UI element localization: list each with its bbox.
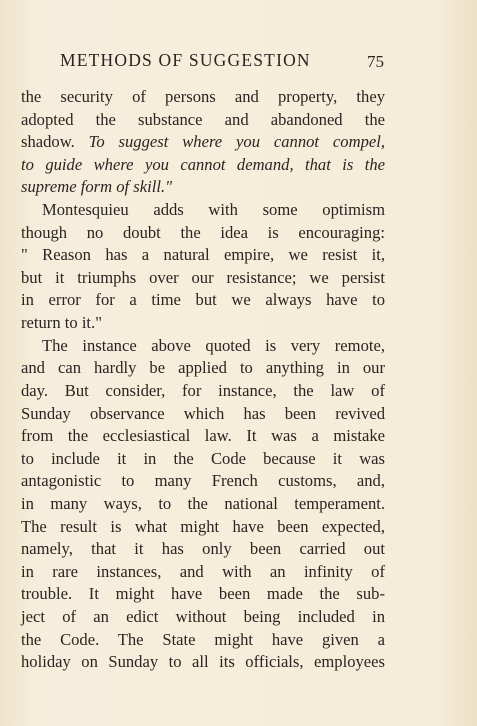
text-line-paragraph-start: The instance above quoted is very remote, (42, 335, 385, 355)
text-line: Sunday observance which has been revived (21, 403, 385, 423)
text-line: trouble. It might have been made the sub- (21, 584, 385, 604)
text-line-paragraph-start: Montesquieu adds with some optimism (42, 200, 385, 220)
text-line: in error for a time but we always have to (21, 290, 385, 310)
text-line: to guide where you cannot demand, that is the (21, 154, 385, 174)
page-header (0, 50, 477, 74)
text-line: supreme form of skill." (21, 177, 173, 197)
text-line: to include it in the Code because it was (21, 448, 385, 468)
text-line: but it triumphs over our resistance; we persist (21, 267, 385, 287)
text-line: ject of an edict without being included in (21, 607, 385, 627)
italic-quote: To suggest where you cannot compel, (88, 132, 385, 152)
text-line: adopted the substance and abandoned the (21, 109, 385, 129)
text-line: namely, that it has only been carried out (21, 539, 385, 559)
text-line: shadow. To suggest where you cannot compel, (21, 132, 385, 152)
text-line: in rare instances, and with an infinity of (21, 561, 385, 581)
text-line: the security of persons and property, they (21, 87, 385, 106)
page-number: 75 (367, 52, 384, 71)
text-line: though no doubt the idea is encouraging: (21, 222, 385, 242)
text-line: holiday on Sunday to all its officials, employees (21, 652, 385, 672)
body-text (21, 86, 385, 674)
text-line: " Reason has a natural empire, we resist it, (21, 245, 385, 265)
text-line: the Code. The State might have given a (21, 629, 385, 649)
text-line: from the ecclesiastical law. It was a mistake (21, 426, 385, 446)
running-title: METHODS OF SUGGESTION (60, 50, 311, 70)
text-line: day. But consider, for instance, the law of (21, 380, 385, 400)
text-line: antagonistic to many French customs, and, (21, 471, 385, 491)
text-line: in many ways, to the national temperament. (21, 493, 385, 513)
text-line: return to it." (21, 313, 102, 333)
text-line: The result is what might have been expected, (21, 516, 385, 536)
text-line: and can hardly be applied to anything in our (21, 358, 385, 378)
